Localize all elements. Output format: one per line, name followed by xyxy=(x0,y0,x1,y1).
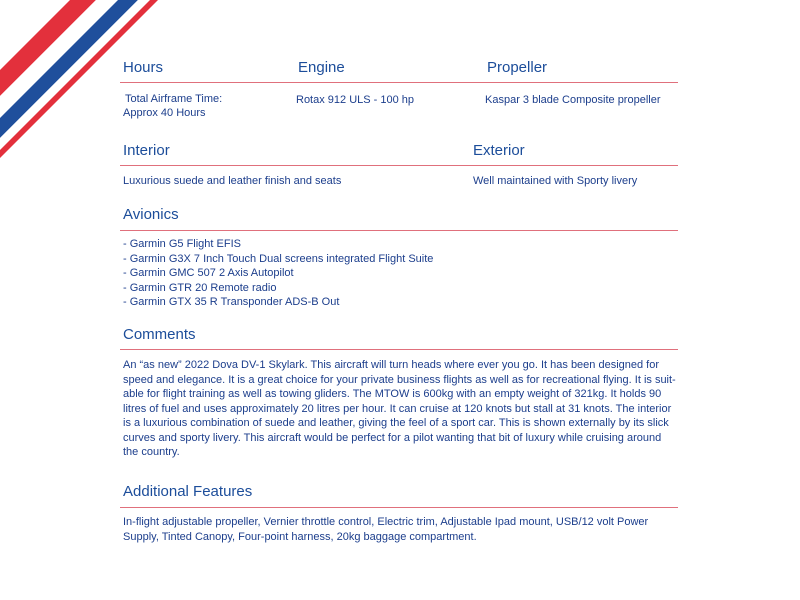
comments-line: litres of fuel and uses approximately 20 litres per hour. It can cruise at 120 knots but stall at 31 knots. The interior xyxy=(123,402,672,415)
additional-features-heading: Additional Features xyxy=(123,483,253,500)
list-item: - Garmin GTX 35 R Transponder ADS-B Out xyxy=(123,296,340,308)
comments-text xyxy=(123,358,693,460)
interior-value: Luxurious suede and leather finish and seats xyxy=(123,175,342,187)
exterior-value: Well maintained with Sporty livery xyxy=(473,175,638,187)
additional-line: Supply, Tinted Canopy, Four-point harness, 20kg baggage compartment. xyxy=(123,530,477,543)
section-divider xyxy=(120,82,678,83)
propeller-heading: Propeller xyxy=(487,59,548,76)
comments-heading: Comments xyxy=(123,326,196,343)
comments-line: able for flight training as well as towing gliders. The MTOW is 600kg with an empty weight of 321kg. It holds 90 xyxy=(123,388,662,400)
section-divider xyxy=(120,507,678,508)
comments-line: curves and sporty livery. This aircraft would be perfect for a pilot wanting that bit of luxury while cruising around xyxy=(123,431,662,444)
section-divider xyxy=(120,349,678,350)
engine-value: Rotax 912 ULS - 100 hp xyxy=(296,94,415,106)
list-item: - Garmin GTR 20 Remote radio xyxy=(123,281,277,294)
list-item: - Garmin G3X 7 Inch Touch Dual screens integrated Flight Suite xyxy=(123,252,434,265)
flag-stripes-decoration xyxy=(0,0,160,160)
section-divider xyxy=(120,165,678,166)
list-item: - Garmin G5 Flight EFIS xyxy=(123,238,241,250)
exterior-heading: Exterior xyxy=(473,142,525,159)
comments-line: the country. xyxy=(123,446,180,458)
engine-heading: Engine xyxy=(298,59,345,76)
list-item: - Garmin GMC 507 2 Axis Autopilot xyxy=(123,267,294,279)
section-divider xyxy=(120,230,678,231)
hours-airframe-label: Total Airframe Time: xyxy=(125,93,223,105)
additional-features-text xyxy=(123,515,693,544)
additional-line: In-flight adjustable propeller, Vernier throttle control, Electric trim, Adjustable Ipad mount, USB/12 volt Power xyxy=(123,516,649,528)
propeller-value: Kaspar 3 blade Composite propeller xyxy=(485,94,661,106)
avionics-list xyxy=(123,237,433,310)
interior-heading: Interior xyxy=(123,142,170,159)
avionics-heading: Avionics xyxy=(123,206,179,223)
comments-line: speed and elegance. It is a great choice for your private business flights as well as for recreational flying. It is suit- xyxy=(123,373,676,386)
comments-line: An “as new” 2022 Dova DV-1 Skylark. This aircraft will turn heads where ever you go. It has been designed for xyxy=(123,359,660,371)
comments-line: is a luxurious combination of suede and leather, giving the feel of a sport car. This is shown externally by its slick xyxy=(123,417,669,429)
hours-airframe-value: Approx 40 Hours xyxy=(123,107,206,119)
hours-heading: Hours xyxy=(123,59,164,76)
